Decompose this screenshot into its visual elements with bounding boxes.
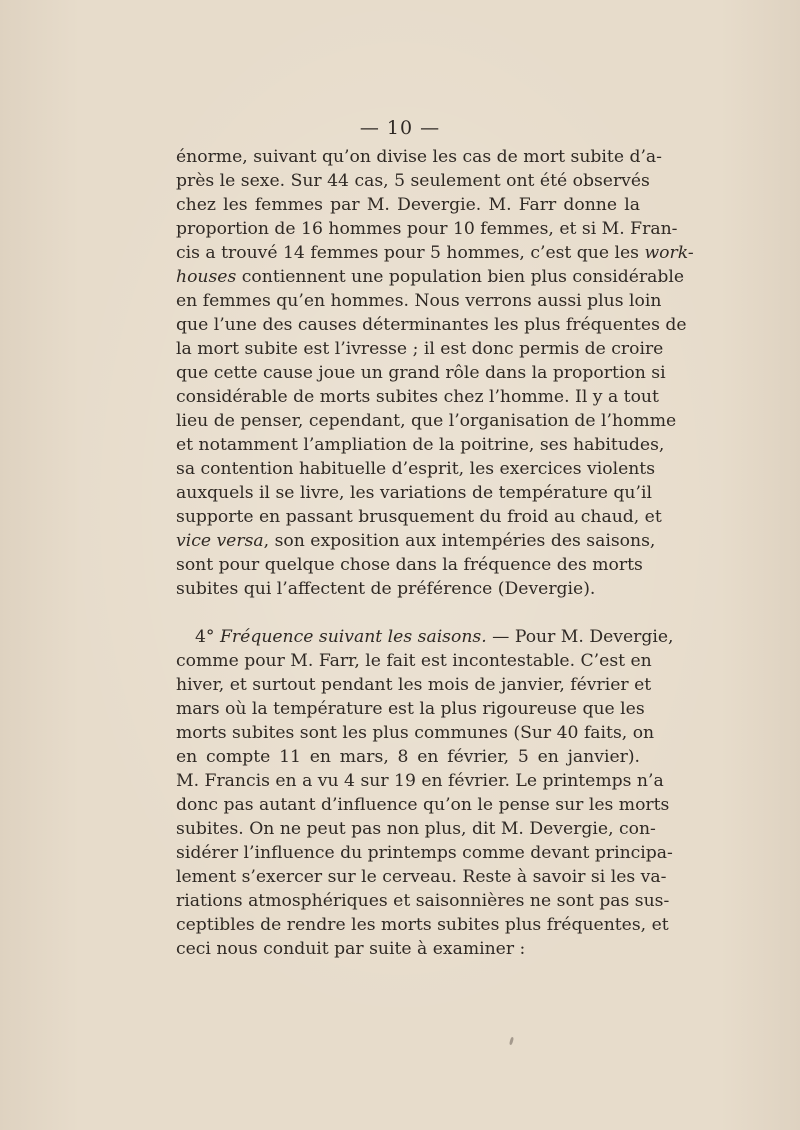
page-number: — 10 — (359, 117, 441, 139)
text-line: près le sexe. Sur 44 cas, 5 seulement ont été observés (176, 171, 650, 191)
text-roman: cis a trouvé 14 femmes pour 5 hommes, c’est que les (176, 243, 645, 263)
text-line: riations atmosphériques et saisonnières ne sont pas sus- (176, 891, 670, 911)
ink-speck (509, 1037, 514, 1046)
text-roman: 4° (195, 627, 220, 647)
text-line: sidérer l’influence du printemps comme devant principa- (176, 843, 673, 863)
text-line: en femmes qu’en hommes. Nous verrons aussi plus loin (176, 291, 662, 311)
text-line: sa contention habituelle d’esprit, les exercices violents (176, 459, 656, 479)
text-line (176, 241, 694, 265)
text-line: lement s’exercer sur le cerveau. Reste à savoir si les va- (176, 867, 667, 887)
text-line: morts subites sont les plus communes (Sur 40 faits, on (176, 723, 655, 743)
text-line: lieu de penser, cependant, que l’organisation de l’homme (176, 411, 677, 431)
text-italic: houses (176, 267, 237, 287)
text-line (176, 265, 685, 289)
text-line (176, 529, 656, 553)
text-line: que l’une des causes déterminantes les plus fréquentes de (176, 315, 687, 335)
text-line: comme pour M. Farr, le fait est incontestable. C’est en (176, 651, 652, 671)
text-line: auxquels il se livre, les variations de température qu’il (176, 483, 652, 503)
text-line: la mort subite est l’ivresse ; il est donc permis de croire (176, 339, 664, 359)
text-line: supporte en passant brusquement du froid au chaud, et (176, 507, 662, 527)
section-title: Fréquence suivant les saisons. (220, 627, 487, 647)
text-line: chez les femmes par M. Devergie. M. Farr donne la (176, 195, 640, 215)
section-heading-line (195, 625, 674, 649)
text-line: que cette cause joue un grand rôle dans la proportion si (176, 363, 666, 383)
text-line: considérable de morts subites chez l’homme. Il y a tout (176, 387, 659, 407)
text-line: mars où la température est la plus rigoureuse que les (176, 699, 645, 719)
text-line: en compte 11 en mars, 8 en février, 5 en janvier). (176, 747, 640, 767)
text-line: ceci nous conduit par suite à examiner : (176, 939, 526, 959)
text-line: proportion de 16 hommes pour 10 femmes, et si M. Fran- (176, 219, 678, 239)
text-line: et notamment l’ampliation de la poitrine, ses habitudes, (176, 435, 665, 455)
text-line: énorme, suivant qu’on divise les cas de mort subite d’a- (176, 147, 662, 167)
text-line: donc pas autant d’influence qu’on le pense sur les morts (176, 795, 670, 815)
text-line: hiver, et surtout pendant les mois de janvier, février et (176, 675, 652, 695)
text-line: sont pour quelque chose dans la fréquence des morts (176, 555, 643, 575)
text-italic: work- (644, 243, 694, 263)
text-line: subites. On ne peut pas non plus, dit M. Devergie, con- (176, 819, 656, 839)
text-line: subites qui l’affectent de préférence (Devergie). (176, 579, 596, 599)
text-line: ceptibles de rendre les morts subites plus fréquentes, et (176, 915, 669, 935)
text-roman: contiennent une population bien plus considérable (236, 267, 685, 287)
text-line: M. Francis en a vu 4 sur 19 en février. Le printemps n’a (176, 771, 664, 791)
text-roman: — Pour M. Devergie, (486, 627, 674, 647)
text-italic: vice versa (176, 531, 264, 551)
text-roman: , son exposition aux intempéries des saisons, (263, 531, 656, 551)
